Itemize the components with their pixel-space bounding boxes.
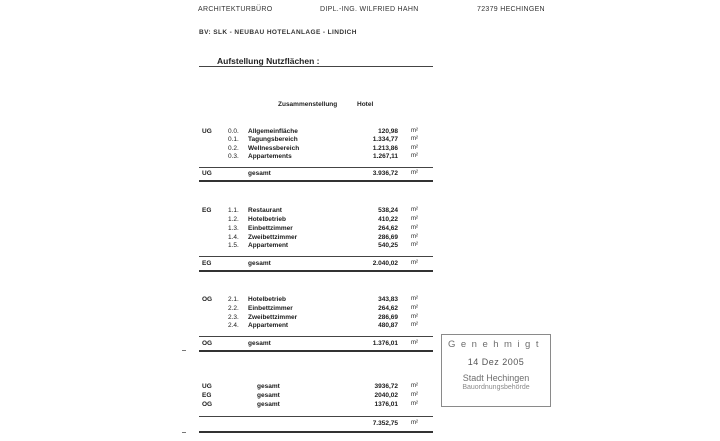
item-name: Zweibettzimmer (248, 314, 298, 321)
table-row (0, 225, 398, 233)
stamp-department: Bauordnungsbehörde (462, 384, 530, 391)
summary-area: 3936,72 (374, 383, 398, 390)
divider (199, 167, 433, 168)
grand-total-row (0, 420, 398, 428)
engineer-name: DIPL.-ING. WILFRIED HAHN (320, 6, 419, 13)
summary-area: 1376,01 (374, 401, 398, 408)
item-area: 1.334,77 (372, 136, 398, 143)
summary-unit: m² (411, 383, 418, 389)
subtitle: Zusammenstellung (278, 101, 338, 108)
summary-label: gesamt (257, 392, 280, 399)
item-area: 264,62 (378, 225, 398, 232)
item-number: 2.3. (228, 314, 239, 321)
item-name: Wellnessbereich (248, 145, 300, 152)
table-row (0, 234, 398, 242)
margin-mark (182, 350, 186, 351)
floor-total-row (0, 170, 398, 178)
table-row (0, 322, 398, 330)
table-row (0, 136, 398, 144)
item-area: 120,98 (378, 128, 398, 135)
summary-label: gesamt (257, 401, 280, 408)
divider (199, 180, 433, 182)
total-area: 2.040,02 (372, 260, 398, 267)
item-name: Zweibettzimmer (248, 234, 298, 241)
item-number: 0.2. (228, 145, 239, 152)
item-number: 1.5. (228, 242, 239, 249)
item-unit: m² (411, 234, 418, 240)
floor-total-row (0, 260, 398, 268)
office-address: 72379 HECHINGEN (477, 6, 545, 13)
project-title: BV: SLK - NEUBAU HOTELANLAGE - LINDICH (199, 29, 357, 36)
divider (199, 416, 433, 417)
summary-label: gesamt (257, 383, 280, 390)
item-area: 343,83 (378, 296, 398, 303)
item-unit: m² (411, 242, 418, 248)
item-number: 1.4. (228, 234, 239, 241)
item-name: Allgemeinfläche (248, 128, 298, 135)
total-unit: m² (411, 170, 418, 176)
floor-level: UG (202, 170, 212, 177)
item-unit: m² (411, 322, 418, 328)
table-row (0, 242, 398, 250)
table-row (0, 207, 398, 215)
summary-level: UG (202, 383, 212, 390)
title-underline (199, 66, 433, 67)
item-area: 538,24 (378, 207, 398, 214)
item-name: Restaurant (248, 207, 282, 214)
summary-unit: m² (411, 392, 418, 398)
stamp-date: 14 Dez 2005 (467, 357, 525, 367)
item-unit: m² (411, 136, 418, 142)
total-label: gesamt (248, 260, 271, 267)
table-row (0, 305, 398, 313)
item-number: 0.1. (228, 136, 239, 143)
table-row (0, 128, 398, 136)
table-row (0, 145, 398, 153)
item-area: 1.267,11 (373, 153, 398, 160)
summary-row (0, 383, 398, 391)
floor-level: OG (202, 340, 213, 347)
item-area: 1.213,86 (372, 145, 398, 152)
total-label: gesamt (248, 170, 271, 177)
total-area: 1.376,01 (372, 340, 398, 347)
approval-stamp (441, 334, 551, 407)
total-unit: m² (411, 260, 418, 266)
item-unit: m² (411, 216, 418, 222)
total-unit: m² (411, 340, 418, 346)
item-number: 1.3. (228, 225, 239, 232)
item-number: 0.3. (228, 153, 239, 160)
floor-level: EG (202, 260, 212, 267)
table-row (0, 216, 398, 224)
table-row (0, 296, 398, 304)
item-area: 264,62 (378, 305, 398, 312)
total-label: gesamt (248, 340, 271, 347)
grand-total-unit: m² (411, 420, 418, 426)
item-number: 2.4. (228, 322, 239, 329)
item-name: Hotelbetrieb (248, 216, 286, 223)
summary-row (0, 392, 398, 400)
item-area: 540,25 (378, 242, 398, 249)
item-name: Appartement (248, 322, 289, 329)
table-row (0, 153, 398, 161)
table-row (0, 314, 398, 322)
summary-area: 2040,02 (374, 392, 398, 399)
floor-level: UG (202, 128, 212, 135)
item-number: 2.1. (228, 296, 239, 303)
summary-row (0, 401, 398, 409)
item-unit: m² (411, 225, 418, 231)
item-number: 0.0. (228, 128, 239, 135)
office-name: ARCHITEKTURBÜRO (198, 6, 273, 13)
item-unit: m² (411, 207, 418, 213)
floor-level: EG (202, 207, 212, 214)
grand-total-area: 7.352,75 (372, 420, 398, 427)
subtitle-object: Hotel (357, 101, 374, 108)
total-area: 3.936,72 (372, 170, 398, 177)
item-name: Einbettzimmer (248, 305, 293, 312)
item-name: Einbettzimmer (248, 225, 293, 232)
floor-level: OG (202, 296, 213, 303)
item-number: 1.1. (228, 207, 239, 214)
stamp-approved: Genehmigt (448, 339, 544, 350)
summary-level: EG (202, 392, 212, 399)
divider (199, 336, 433, 337)
item-unit: m² (411, 314, 418, 320)
item-area: 480,87 (378, 322, 398, 329)
divider (199, 350, 433, 352)
divider (199, 431, 433, 433)
item-unit: m² (411, 153, 418, 159)
item-number: 2.2. (228, 305, 239, 312)
item-name: Tagungsbereich (248, 136, 298, 143)
stamp-city: Stadt Hechingen (462, 373, 530, 383)
item-unit: m² (411, 296, 418, 302)
divider (199, 256, 433, 257)
item-unit: m² (411, 128, 418, 134)
page-title: Aufstellung Nutzflächen : (217, 56, 320, 66)
margin-mark (182, 432, 186, 433)
item-area: 410,22 (378, 216, 398, 223)
item-name: Hotelbetrieb (248, 296, 286, 303)
divider (199, 270, 433, 272)
item-unit: m² (411, 145, 418, 151)
floor-total-row (0, 340, 398, 348)
summary-unit: m² (411, 401, 418, 407)
item-area: 286,69 (378, 314, 398, 321)
item-number: 1.2. (228, 216, 239, 223)
item-area: 286,69 (378, 234, 398, 241)
item-name: Appartements (248, 153, 292, 160)
item-name: Appartement (248, 242, 289, 249)
item-unit: m² (411, 305, 418, 311)
summary-level: OG (202, 401, 213, 408)
